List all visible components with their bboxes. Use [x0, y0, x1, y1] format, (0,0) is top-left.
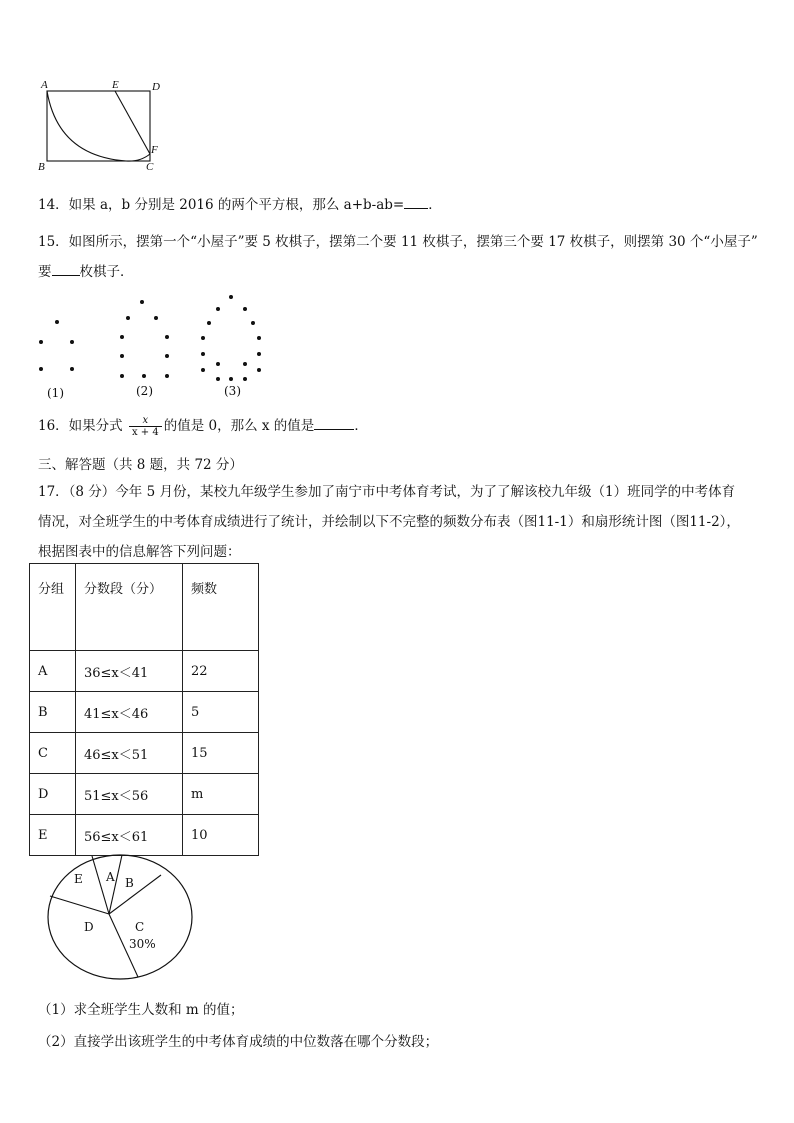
dot — [201, 336, 205, 340]
table-row — [30, 651, 259, 692]
q16-end: ． — [354, 418, 368, 434]
dot — [165, 354, 169, 358]
q15-answer-blank[interactable] — [52, 263, 80, 276]
table-row — [30, 692, 259, 733]
label-c: C — [146, 161, 154, 173]
cell-range: 36≤x＜41 — [76, 651, 183, 692]
dot — [216, 362, 220, 366]
question-14 — [38, 193, 442, 213]
table-row — [30, 774, 259, 815]
question-17-sub1: （1）求全班学生人数和 m 的值； — [38, 1002, 244, 1018]
dot — [140, 300, 144, 304]
cell-frequency: m — [183, 774, 259, 815]
house-figures — [30, 290, 280, 405]
cell-group: D — [30, 774, 76, 815]
label-f: F — [151, 144, 158, 156]
section-3-title: 三、解答题（共 8 题，共 72 分） — [38, 457, 243, 473]
fraction — [129, 415, 162, 438]
pie-label-a: A — [106, 870, 115, 884]
label-a: A — [41, 79, 48, 91]
header-group: 分组 — [30, 564, 76, 651]
pie-c-percent: 30% — [129, 937, 156, 951]
dot — [120, 335, 124, 339]
dot — [229, 295, 233, 299]
pie-chart-svg — [40, 852, 200, 982]
dot — [142, 374, 146, 378]
q14-answer-blank[interactable] — [404, 196, 428, 209]
dot — [257, 336, 261, 340]
cell-range: 56≤x＜61 — [76, 815, 183, 856]
dot — [126, 316, 130, 320]
q16-mid: 的值是 0，那么 x 的值是 — [163, 418, 315, 434]
label-b: B — [38, 161, 45, 173]
dot — [70, 367, 74, 371]
question-17-line2: 情况，对全班学生的中考体育成绩进行了统计，并绘制以下不完整的频数分布表（图11-1）和扇形统计图（图11-2）， — [38, 514, 740, 530]
q15-line2-start: 要 — [38, 264, 52, 280]
frequency-table — [29, 563, 259, 856]
cell-group: E — [30, 815, 76, 856]
cell-range: 46≤x＜51 — [76, 733, 183, 774]
figure-label-1: (1) — [47, 386, 64, 400]
dot — [243, 377, 247, 381]
dot — [70, 340, 74, 344]
pie-label-d: D — [84, 920, 94, 934]
cell-group: B — [30, 692, 76, 733]
dot — [243, 362, 247, 366]
dot — [207, 321, 211, 325]
fraction-numerator: x — [129, 415, 162, 427]
dot — [257, 352, 261, 356]
q14-text: 14．如果 a，b 分别是 2016 的两个平方根，那么 a+b-ab= — [38, 197, 405, 213]
dot — [229, 377, 233, 381]
dot — [201, 368, 205, 372]
dot — [39, 367, 43, 371]
dot — [201, 352, 205, 356]
pie-label-b: B — [125, 876, 134, 890]
header-score-range: 分数段（分） — [76, 564, 183, 651]
rectangle-figure — [36, 78, 166, 176]
question-17-sub2: （2）直接学出该班学生的中考体育成绩的中位数落在哪个分数段； — [38, 1034, 439, 1050]
figure-label-3: (3) — [224, 384, 241, 398]
dot — [243, 307, 247, 311]
dot — [120, 354, 124, 358]
dot — [39, 340, 43, 344]
pie-label-e: E — [74, 872, 83, 886]
question-15-line2 — [38, 260, 134, 280]
table-header-row — [30, 564, 259, 651]
question-15-line1: 15．如图所示，摆第一个“小屋子”要 5 枚棋子，摆第二个要 11 枚棋子，摆第三个要 17 枚棋子，则摆第 30 个“小屋子” — [38, 234, 758, 250]
table-row — [30, 815, 259, 856]
figure-label-2: (2) — [136, 384, 153, 398]
cell-frequency: 22 — [183, 651, 259, 692]
cell-group: C — [30, 733, 76, 774]
dot — [120, 374, 124, 378]
q16-start: 16．如果分式 — [38, 418, 123, 434]
cell-range: 51≤x＜56 — [76, 774, 183, 815]
cell-frequency: 15 — [183, 733, 259, 774]
dot — [216, 377, 220, 381]
dot — [55, 320, 59, 324]
pie-label-c: C — [135, 920, 145, 934]
cell-frequency: 10 — [183, 815, 259, 856]
header-frequency: 频数 — [183, 564, 259, 651]
dot — [251, 321, 255, 325]
question-17-line3: 根据图表中的信息解答下列问题： — [38, 544, 241, 560]
q15-line2-end: 枚棋子． — [79, 264, 134, 280]
fraction-denominator: x + 4 — [131, 427, 159, 438]
dot — [257, 368, 261, 372]
cell-group: A — [30, 651, 76, 692]
cell-range: 41≤x＜46 — [76, 692, 183, 733]
label-e: E — [112, 79, 119, 91]
dot — [216, 307, 220, 311]
pie-chart — [40, 852, 200, 982]
table-row — [30, 733, 259, 774]
question-16 — [38, 414, 368, 438]
label-d: D — [152, 81, 160, 93]
q16-answer-blank[interactable] — [314, 417, 354, 430]
dot — [154, 316, 158, 320]
dot — [165, 374, 169, 378]
dot — [165, 335, 169, 339]
question-17-line1: 17．（8 分）今年 5 月份，某校九年级学生参加了南宁市中考体育考试，为了了解该校九年级（1）班同学的中考体育 — [38, 484, 736, 500]
cell-frequency: 5 — [183, 692, 259, 733]
q14-end: ． — [428, 197, 442, 213]
